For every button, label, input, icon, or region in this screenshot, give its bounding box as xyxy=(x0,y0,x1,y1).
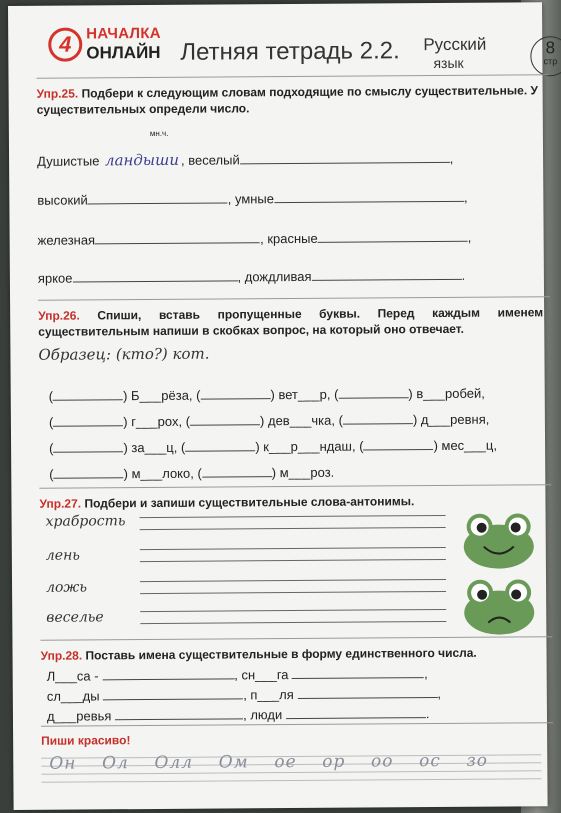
ex26-sample: Образец: (кто?) кот. xyxy=(38,344,210,364)
question-blank[interactable] xyxy=(53,413,123,426)
copybook-letter: оо xyxy=(370,751,394,772)
answer-line[interactable] xyxy=(103,686,243,700)
ex28-word: сн___га xyxy=(241,667,289,683)
ex27-word-2: лень xyxy=(45,547,80,564)
ex25-number: Упр.25. xyxy=(36,86,79,101)
ex26-word: мес___ц, xyxy=(441,437,497,453)
copybook-line xyxy=(41,778,541,782)
ex28-word: сл___ды xyxy=(46,688,100,704)
question-blank[interactable] xyxy=(54,465,124,478)
answer-line[interactable] xyxy=(95,230,260,244)
ex28-word: п___ля xyxy=(250,687,294,703)
page-title: Летняя тетрадь 2.2. xyxy=(180,37,400,66)
page-label: стр xyxy=(543,56,558,67)
ex25-word: высокий xyxy=(37,192,88,208)
ex26-word: д___ревня, xyxy=(420,411,490,428)
ex25-word: Душистые xyxy=(37,153,100,169)
ex27-text: Подбери и запиши существительные слова-антонимы. xyxy=(84,494,415,511)
answer-line[interactable] xyxy=(311,267,461,281)
section-divider xyxy=(40,636,552,641)
answer-line[interactable] xyxy=(72,268,237,282)
ex28-row-1: Л___са - , сн___га , xyxy=(46,666,428,684)
copybook-letter: Ол xyxy=(101,753,129,774)
page-number-badge xyxy=(530,36,561,76)
ex25-word: веселый xyxy=(188,152,240,168)
question-blank[interactable] xyxy=(200,386,270,399)
answer-line[interactable] xyxy=(140,609,446,612)
answer-line[interactable] xyxy=(274,189,464,203)
answer-line[interactable] xyxy=(318,229,468,243)
subject-line2: язык xyxy=(433,54,464,72)
ex25-word: умные xyxy=(234,191,275,207)
question-blank[interactable] xyxy=(53,387,123,400)
answer-line[interactable] xyxy=(140,515,446,518)
ex26-word: м___локо, xyxy=(131,465,194,482)
section-divider xyxy=(39,484,551,489)
copybook-letter: ое xyxy=(274,752,297,773)
copybook-letter: ор xyxy=(322,751,346,772)
answer-line[interactable] xyxy=(140,579,446,582)
ex25-word: красные xyxy=(267,230,318,247)
ex28-row-2: сл___ды , п___ля , xyxy=(46,685,442,704)
ex26-word: дев___чка, xyxy=(267,412,336,429)
question-blank[interactable] xyxy=(363,437,433,450)
ex25-row-4: яркое , дождливая . xyxy=(37,267,466,286)
ex25-text: Подбери к следующим словам подходящие по смыслу существительные. У существительных определи число. xyxy=(36,83,538,117)
ex26-task xyxy=(38,304,543,340)
ex26-word: за___ц, xyxy=(131,439,178,456)
answer-line[interactable] xyxy=(140,559,446,562)
copybook-letter: ос xyxy=(419,750,441,772)
ex26-number: Упр.26. xyxy=(38,308,80,323)
ex28-task xyxy=(40,645,476,664)
answer-line[interactable] xyxy=(88,190,228,204)
section-divider xyxy=(38,296,550,301)
logo-text-bottom: ОНЛАЙН xyxy=(86,42,161,63)
ex25-row-2: высокий , умные , xyxy=(37,189,468,208)
copybook-letter: Олл xyxy=(154,752,194,773)
answer-line[interactable] xyxy=(140,527,446,530)
ex27-task xyxy=(39,493,414,512)
question-blank[interactable] xyxy=(53,439,123,452)
answer-line[interactable] xyxy=(240,150,450,164)
logo-icon xyxy=(48,27,82,61)
ex25-word: железная xyxy=(37,232,96,248)
ex28-word: д___ревья xyxy=(46,708,112,724)
ex26-row-3: ( ) за___ц, ( ) к___р___ндаш, ( ) мес___ц, xyxy=(49,437,497,456)
page-number: 8 xyxy=(545,38,556,58)
copybook-letter: зо xyxy=(466,750,489,771)
ex25-note: мн.ч. xyxy=(149,128,169,139)
ex26-word: вет___р, xyxy=(278,386,331,403)
question-blank[interactable] xyxy=(185,438,255,451)
question-blank[interactable] xyxy=(338,385,408,398)
ex25-row-1: Душистые ландыши , веселый , xyxy=(37,150,454,170)
ex26-word: м___роз. xyxy=(279,464,335,481)
ex25-word: дождливая xyxy=(244,268,312,285)
header-divider xyxy=(37,74,549,79)
ex28-number: Упр.28. xyxy=(40,648,83,663)
ex27-word-3: ложь xyxy=(46,579,88,596)
copybook-letter: Он xyxy=(49,753,77,774)
ex26-word: в___робей, xyxy=(416,385,485,402)
ex25-handwritten-answer: ландыши xyxy=(104,150,180,170)
happy-frog-icon xyxy=(460,508,538,571)
copybook-sample xyxy=(49,751,488,774)
answer-line[interactable] xyxy=(140,621,446,624)
answer-line[interactable] xyxy=(115,706,243,720)
answer-line[interactable] xyxy=(286,705,426,719)
answer-line[interactable] xyxy=(140,591,446,594)
logo-text-top: НАЧАЛКА xyxy=(86,24,161,43)
ex25-task xyxy=(37,82,542,118)
ex26-text: Спиши, вставь пропущенные буквы. Перед каждым именем существительным напиши в скобках вопрос, на который оно отвечает. xyxy=(38,305,544,339)
ex28-word: люди xyxy=(250,707,283,723)
ex28-text: Поставь имена существительные в форму единственного числа. xyxy=(85,645,477,663)
copybook-letter: Ом xyxy=(218,752,249,773)
ex26-word: к___р___ндаш, xyxy=(263,438,356,455)
worksheet-page xyxy=(8,2,558,810)
ex25-row-3: железная , красные , xyxy=(37,229,472,248)
ex26-word: Б___рёза, xyxy=(130,387,193,404)
ex27-number: Упр.27. xyxy=(39,496,82,511)
subject-line1: Русский xyxy=(423,34,487,55)
logo-mark: 4 xyxy=(59,31,72,57)
ex27-word-4: веселье xyxy=(46,609,104,626)
ex25-word: яркое xyxy=(37,270,73,286)
ex28-word: Л___са - xyxy=(46,668,99,684)
answer-line[interactable] xyxy=(292,665,424,679)
question-blank[interactable] xyxy=(190,412,260,425)
question-blank[interactable] xyxy=(343,411,413,424)
ex27-word-1: храбрость xyxy=(45,513,126,530)
sad-frog-icon xyxy=(460,574,538,637)
ex26-row-4: ( ) м___локо, ( ) м___роз. xyxy=(49,464,335,482)
question-blank[interactable] xyxy=(202,464,272,477)
answer-line[interactable] xyxy=(102,666,234,680)
pishi-label: Пиши красиво! xyxy=(41,733,131,748)
answer-line[interactable] xyxy=(297,685,437,699)
answer-line[interactable] xyxy=(140,547,446,550)
ex26-row-1: ( ) Б___рёза, ( ) вет___р, ( ) в___робей, xyxy=(48,385,485,404)
ex28-row-3: д___ревья , люди . xyxy=(46,706,430,724)
ex26-row-2: ( ) г___рох, ( ) дев___чка, ( ) д___ревня, xyxy=(48,411,490,430)
ex26-word: г___рох, xyxy=(131,413,183,430)
